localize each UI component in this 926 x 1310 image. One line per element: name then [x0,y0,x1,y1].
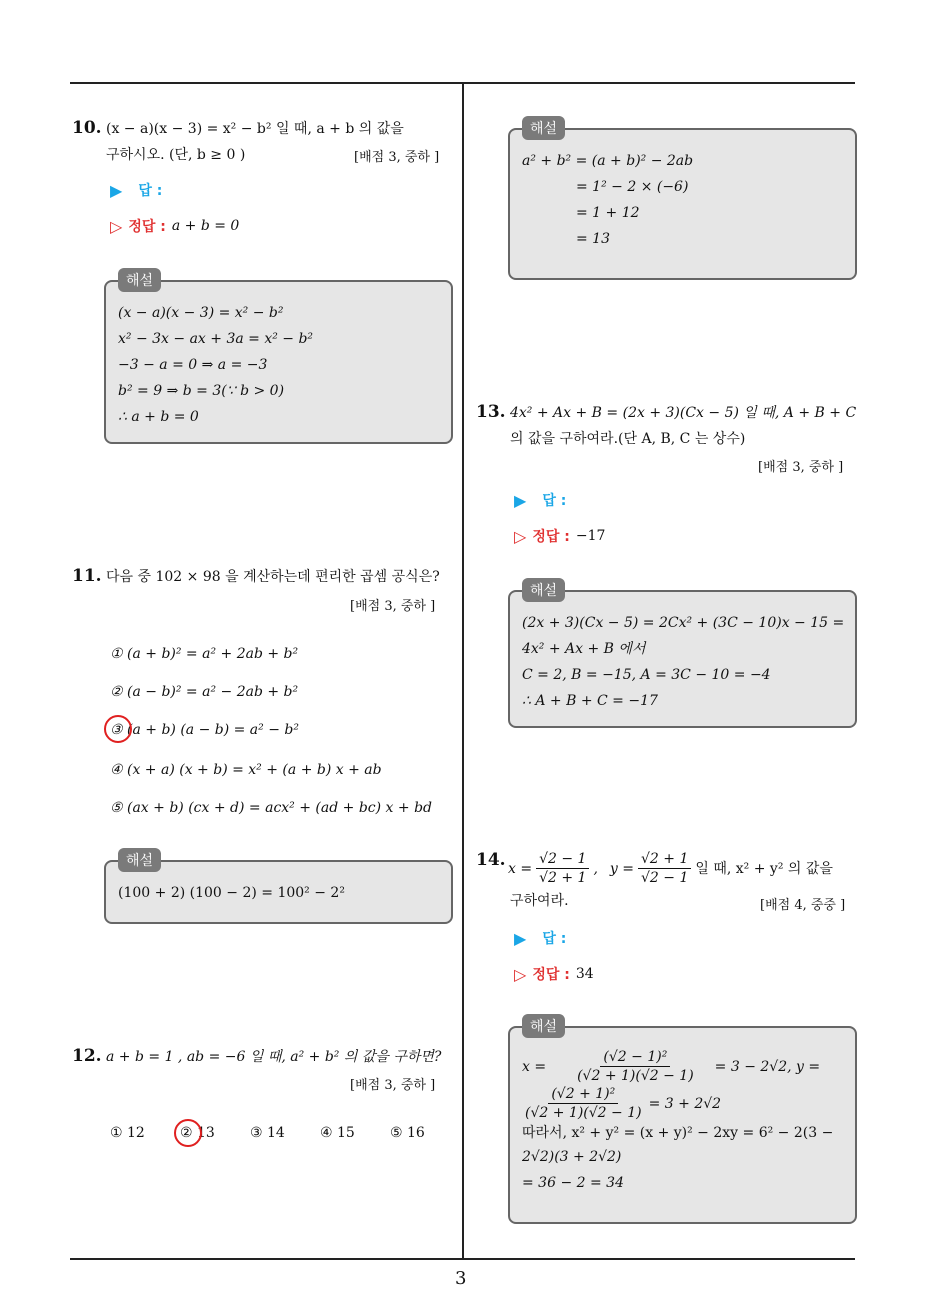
q14-line1-tail: 일 때, x² + y² 의 값을 [695,860,833,877]
q14-explain-line: 따라서, x² + y² = (x + y)² − 2xy = 6² − 2(3 − [522,1125,834,1141]
q11-number: 11. [72,566,102,586]
q13-explain-line: ∴ A + B + C = −17 [522,693,658,709]
q14-y-eq: y = [609,860,634,877]
q14-x-denominator: √2 + 1 [539,870,587,886]
q13-explain-line: (2x + 3)(Cx − 5) = 2Cx² + (3C − 10)x − 15 = [522,615,845,631]
page-number: 3 [455,1268,467,1289]
q14-explain-fraction: $\frac{\text{(√2 + 1)²}}{(√2 + 1)(√2 - 1)}$ [525,1086,642,1121]
q11-explain-line: (100 + 2) (100 − 2) = 100² − 2² [118,885,345,901]
q13-correct-value: −17 [575,528,606,544]
q12-explain-line: = 13 [576,231,610,247]
q10-correct-label: 정답 : [128,219,166,235]
q10-answer-row[interactable] [110,180,162,200]
q12-option-5[interactable]: ⑤ 16 [390,1125,425,1141]
q12-explanation-box [508,121,857,280]
q13-correct-row [514,526,605,546]
q14-explanation-tag: 해설 [522,1014,565,1038]
q14-explain-line-b: $\frac{\text{(√2 + 1)²}}{(√2 + 1)(√2 - 1)}$ = 3 + 2√2 [522,1085,843,1122]
q13-explain-line: C = 2, B = −15, A = 3C − 10 = −4 [522,667,771,683]
q12-option-4[interactable]: ④ 15 [320,1125,355,1141]
q13-score: [배점 3, 중하 ] [758,460,844,475]
play-icon: ▶ [514,928,527,948]
q10-line2: 구하시오. (단, b ≥ 0 ) [106,147,246,163]
selected-answer-circle [104,715,132,743]
q10-correct-value: a + b = 0 [171,218,240,234]
q12-option-2[interactable]: ② 13 [180,1125,215,1141]
q14-explain-line: = 36 − 2 = 34 [522,1175,624,1191]
q14-score: [배점 4, 중중 ] [760,898,846,913]
q12-option-1[interactable]: ① 12 [110,1125,145,1141]
column-divider [462,83,464,1258]
q14-x-eq: x = [508,860,533,877]
q10-explain-line: b² = 9 ⇒ b = 3(∵ b > 0) [118,383,285,399]
q13-explain-line: 4x² + Ax + B 에서 [522,641,646,657]
q14-correct-value: 34 [575,966,594,982]
q12-line1: a + b = 1 , ab = −6 일 때, a² + b² 의 값을 구하면? [106,1049,442,1065]
q12-score: [배점 3, 중하 ] [350,1078,436,1093]
q14-y-denominator: √2 − 1 [641,870,689,886]
q11-line1: 다음 중 102 × 98 을 계산하는데 편리한 곱셈 공식은? [106,569,440,585]
q14-correct-label: 정답 : [532,967,570,983]
q14-explain-line-a: x = $\frac{\text{(√2 − 1)²}}{(√2 + 1)(√2 - 1)}$ = 3 − 2√2, y = [522,1049,821,1084]
q13-line2: 의 값을 구하여라.(단 A, B, C 는 상수) [510,431,746,447]
q12-option-3[interactable]: ③ 14 [250,1125,285,1141]
q14-line2: 구하여라. [510,893,569,909]
q13-explanation-tag: 해설 [522,578,565,602]
q11-option-5[interactable]: ⑤ (ax + b) (cx + d) = acx² + (ad + bc) x + bd [110,800,432,816]
q12-explain-line: = 1 + 12 [576,205,640,221]
bottom-rule [70,1258,855,1260]
q13-correct-label: 정답 : [532,529,570,545]
q10-explain-line: −3 − a = 0 ⇒ a = −3 [118,357,268,373]
q10-explain-line: (x − a)(x − 3) = x² − b² [118,305,284,321]
q10-answer-label: 답 : [138,183,163,199]
q11-option-2[interactable]: ② (a − b)² = a² − 2ab + b² [110,684,299,700]
q10-number: 10. [72,118,102,138]
q13-answer-label: 답 : [542,493,567,509]
q12-explanation-tag: 해설 [522,116,565,140]
q14-explain-line: 2√2)(3 + 2√2) [522,1149,622,1165]
q14-explanation-box [508,1019,857,1224]
q10-explain-line: x² − 3x − ax + 3a = x² − b² [118,331,314,347]
q11-option-1[interactable]: ① (a + b)² = a² + 2ab + b² [110,646,299,662]
q10-score: [배점 3, 중하 ] [354,150,440,165]
q11-option-4[interactable]: ④ (x + a) (x + b) = x² + (a + b) x + ab [110,762,382,778]
q13-number: 13. [476,402,506,422]
q13-answer-row[interactable] [514,490,566,510]
q14-y-fraction [638,850,691,887]
q14-number: 14. [476,850,506,870]
q12-explain-line: a² + b² = (a + b)² − 2ab [522,153,694,169]
q10-line1: (x − a)(x − 3) = x² − b² 일 때, a + b 의 값을 [106,121,404,137]
selected-answer-circle [174,1119,202,1147]
q12-number: 12. [72,1046,102,1066]
q11-explanation-box [104,853,453,924]
q14-x-numerator: √2 − 1 [536,850,589,869]
triangle-outline-icon: ▷ [514,964,527,984]
q12-explain-line: = 1² − 2 × (−6) [576,179,689,195]
play-icon: ▶ [110,180,123,200]
q13-line1: 4x² + Ax + B = (2x + 3)(Cx − 5) 일 때, A + B + C [510,405,857,421]
q14-y-numerator: √2 + 1 [638,850,691,869]
q14-x-fraction [536,850,589,887]
play-icon: ▶ [514,490,527,510]
q14-explain-fraction: $\frac{\text{(√2 − 1)²}}{(√2 + 1)(√2 - 1)}$ [577,1049,694,1084]
q10-explain-line: ∴ a + b = 0 [118,409,199,425]
q11-explanation-tag: 해설 [118,848,161,872]
q11-option-3[interactable]: ③ (a + b) (a − b) = a² − b² [110,722,299,738]
triangle-outline-icon: ▷ [110,216,123,236]
q14-answer-row[interactable] [514,928,566,948]
q10-correct-row [110,216,239,236]
q14-correct-row [514,964,594,984]
q10-explanation-tag: 해설 [118,268,161,292]
q10-explanation-box [104,273,453,444]
q11-score: [배점 3, 중하 ] [350,599,436,614]
q13-explanation-box [508,583,857,728]
triangle-outline-icon: ▷ [514,526,527,546]
q14-answer-label: 답 : [542,931,567,947]
q14-line1: x = $\frac{√2 - 1}{√2 + 1}$ , y = $\frac{√2 + 1}{√2 - 1}$ 일 때, x² + y² 의 값을 [508,851,833,886]
